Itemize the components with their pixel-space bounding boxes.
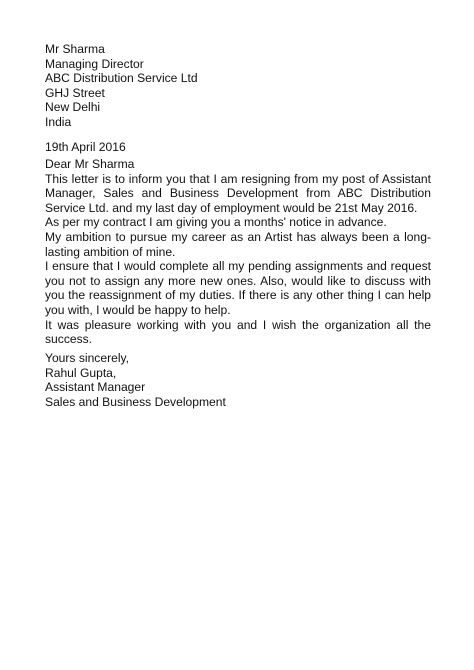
body-paragraph: As per my contract I am giving you a months' notice in advance. <box>45 215 387 230</box>
sender-position: Assistant Manager <box>45 380 146 395</box>
recipient-address <box>45 42 431 130</box>
sender-department: Sales and Business Development <box>45 394 226 409</box>
letter-body <box>45 157 431 347</box>
recipient-city: New Delhi <box>45 100 101 115</box>
recipient-company: ABC Distribution Service Ltd <box>45 71 198 86</box>
letter-closing <box>45 351 431 409</box>
recipient-country: India <box>45 114 72 129</box>
body-paragraph: My ambition to pursue my career as an Artist has always been a long-lasting ambition of mine. <box>45 229 431 259</box>
recipient-name: Mr Sharma <box>45 42 105 56</box>
body-paragraph: This letter is to inform you that I am resigning from my post of Assistant Manager, Sales and Business Development from ABC Distribution Service Ltd. and my last day of employment would be 21st May 2016. <box>45 171 431 215</box>
date-text: 19th April 2016 <box>45 140 126 154</box>
recipient-title: Managing Director <box>45 56 144 71</box>
recipient-street: GHJ Street <box>45 85 105 100</box>
valediction: Yours sincerely, <box>45 351 130 365</box>
body-paragraph: I ensure that I would complete all my pending assignments and request you not to assign any more new ones. Also, would like to discuss with you the reassignment of my duties. If there is any other thing I can help you with, I would be happy to help. <box>45 259 431 317</box>
sender-name: Rahul Gupta, <box>45 365 117 380</box>
salutation: Dear Mr Sharma <box>45 157 135 171</box>
body-paragraph: It was pleasure working with you and I wish the organization all the success. <box>45 317 431 347</box>
letter-date <box>45 140 431 155</box>
